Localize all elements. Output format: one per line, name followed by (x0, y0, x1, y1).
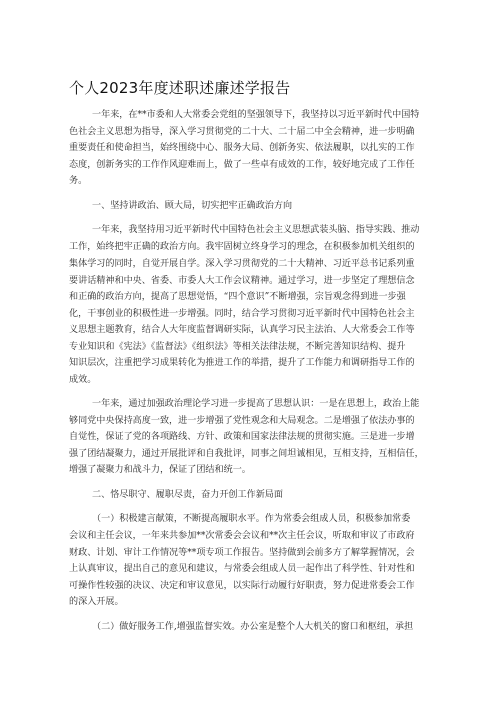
paragraph-line: 自觉性，保证了党的各项路线、方针、政策和国家法律法规的贯彻实施。三是进一步增 (69, 432, 415, 442)
paragraph-line: 会议和主任会议，一年来共参加**次常委会会议和**次主任会议，听取和审议了市政府 (69, 531, 415, 541)
paragraph-line: 重要责任和使命担当，始终围绕中心、服务大局、创新务实、依法履职，以扎实的工作 (69, 143, 415, 153)
paragraph-line: 强了团结凝聚力，通过开展批评和自我批评，同事之间坦诚相见，互相支持，互相信任， (69, 449, 424, 459)
paragraph-line: 增强了凝聚力和战斗力，保证了团结和统一。 (69, 465, 251, 475)
paragraph-line: 知识层次，注重把学习成果转化为推进工作的举措，提升了工作能力和调研指导工作的 (69, 358, 415, 368)
paragraph-line: 财政、计划、审计工作情况等**项专项工作报告。坚持做到会前多方了解掌握情况，会 (69, 548, 415, 558)
section-heading-1: 一、坚持讲政治、顾大局，切实把牢正确政治方向 (92, 201, 293, 211)
paragraph-line: 一年来，通过加强政治理论学习进一步提高了思想认识：一是在思想上，政治上能 (92, 399, 420, 409)
paragraph-line: 化，干事创业的积极性进一步增强。同时，结合学习贯彻习近平新时代中国特色社会主 (69, 309, 415, 319)
paragraph-line: 色社会主义思想为指导，深入学习贯彻党的二十大、二十届二中全会精神，进一步明确 (69, 127, 415, 137)
paragraph-line: 态度，创新务实的工作作风迎难而上，做了一些卓有成效的工作，较好地完成了工作任 (69, 160, 415, 170)
paragraph-line: 可操作性较强的决议、决定和审议意见，以实际行动履行好职责，努力促进常委会工作 (69, 581, 415, 591)
paragraph-line: 成效。 (69, 375, 97, 385)
paragraph-line: 工作，始终把牢正确的政治方向。我牢固树立终身学习的理念，在积极参加机关组织的 (69, 242, 415, 252)
paragraph-line: 上认真审议，提出自己的意见和建议，与常委会组成人员一起作出了科学性、针对性和 (69, 564, 415, 574)
paragraph-line: 一年来，在**市委和人大常委会党组的坚强领导下，我坚持以习近平新时代中国特 (92, 110, 420, 120)
paragraph-line: 专业知识和《宪法》《监督法》《组织法》等相关法律法规，不断完善知识结构、提升 (69, 342, 406, 352)
paragraph-line: 够同党中央保持高度一致，进一步增强了党性观念和大局观念。二是增强了依法办事的 (69, 416, 415, 426)
paragraph-line: 的深入开展。 (69, 597, 124, 607)
section-heading-2: 二、恪尽职守、履职尽责，奋力开创工作新局面 (92, 490, 283, 500)
paragraph-line: 务。 (69, 176, 88, 186)
subsection-heading-2: （二）做好服务工作,增强监督实效。办公室是整个人大机关的窗口和枢纽，承担 (92, 622, 414, 632)
paragraph-line: 义思想主题教育，结合人大年度监督调研实际，认真学习民主法治、人大常委会工作等 (69, 325, 415, 335)
subsection-heading-1: （一）积极建言献策，不断提高履职水平。作为常委会组成人员，积极参加常委 (92, 514, 411, 524)
paragraph-line: 要讲话精神和中央、省委、市委人大工作会议精神。通过学习，进一步坚定了理想信念 (69, 276, 415, 286)
paragraph-line: 一年来，我坚持用习近平新时代中国特色社会主义思想武装头脑、指导实践、推动 (92, 225, 420, 235)
paragraph-line: 集体学习的同时，自觉开展自学。深入学习贯彻党的二十大精神、习近平总书记系列重 (69, 259, 415, 269)
document-title: 个人2023年度述职述廉述学报告 (69, 79, 291, 97)
paragraph-line: 和正确的政治方向，提高了思想觉悟，“四个意识”不断增强，宗旨观念得到进一步强 (69, 292, 406, 302)
